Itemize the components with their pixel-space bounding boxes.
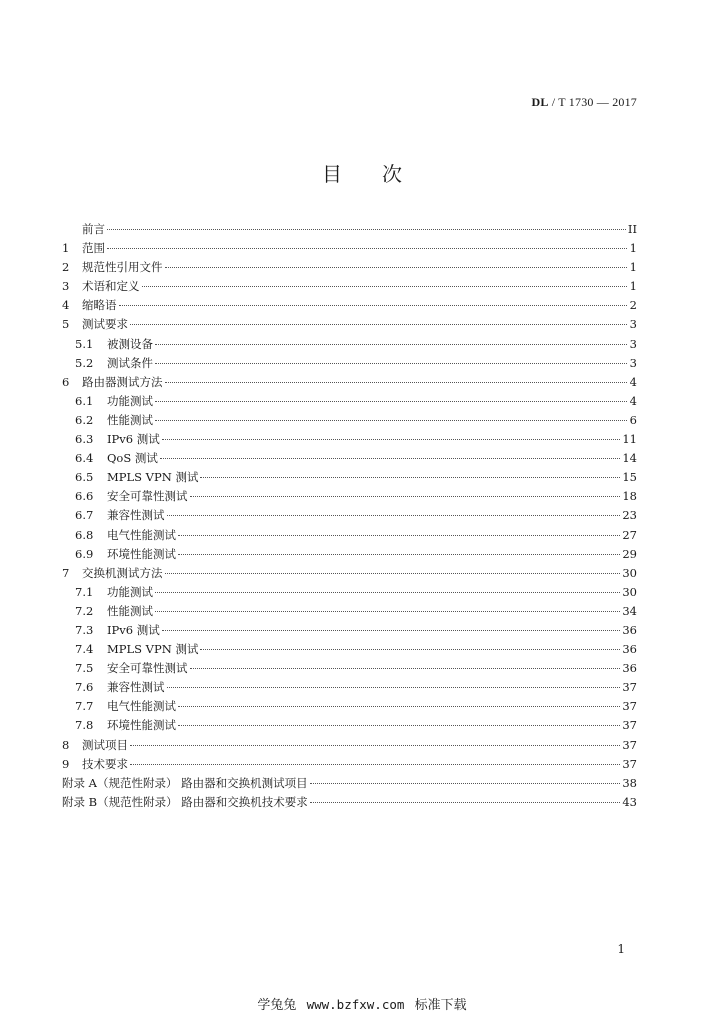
toc-dot-leader xyxy=(190,496,621,497)
toc-entry-page: 37 xyxy=(622,680,637,695)
toc-dot-leader xyxy=(130,745,620,746)
toc-entry-page: 29 xyxy=(622,546,637,561)
toc-entry-label: 兼容性测试 xyxy=(107,680,165,695)
toc-entry-number: 6 xyxy=(62,374,70,389)
toc-entry[interactable] xyxy=(62,373,637,392)
toc-dot-leader xyxy=(167,515,621,516)
toc-entry-label: 范围 xyxy=(82,241,105,256)
toc-entry[interactable] xyxy=(62,506,637,525)
toc-entry[interactable] xyxy=(62,258,637,277)
toc-entry-label: MPLS VPN 测试 xyxy=(107,642,199,657)
toc-entry-label: 规范性引用文件 xyxy=(82,260,163,275)
page-title-char-2: 次 xyxy=(382,162,402,186)
toc-entry-number: 6.2 xyxy=(75,412,94,427)
toc-dot-leader xyxy=(119,305,628,306)
toc-entry-number: 7.6 xyxy=(75,680,94,695)
toc-dot-leader xyxy=(200,477,620,478)
toc-entry-page: 3 xyxy=(629,355,637,370)
toc-entry-label: 附录 A（规范性附录） 路由器和交换机测试项目 xyxy=(62,775,308,790)
toc-entry[interactable] xyxy=(62,468,637,487)
toc-dot-leader xyxy=(178,535,620,536)
toc-entry-page: 43 xyxy=(622,794,637,809)
toc-entry[interactable] xyxy=(62,583,637,602)
toc-dot-leader xyxy=(155,611,620,612)
toc-entry-label: 测试要求 xyxy=(82,317,128,332)
toc-entry-label: 前言 xyxy=(82,222,105,236)
page-title-char-1: 目 xyxy=(322,162,342,186)
toc-entry[interactable] xyxy=(62,411,637,430)
toc-entry[interactable] xyxy=(62,487,637,506)
toc-entry-page: 37 xyxy=(622,718,637,733)
toc-entry-page: 14 xyxy=(622,451,637,466)
toc-entry[interactable] xyxy=(62,793,637,812)
toc-entry[interactable] xyxy=(62,430,637,449)
toc-dot-leader xyxy=(142,286,628,287)
toc-entry-number: 4 xyxy=(62,298,70,313)
toc-entry-number: 7.7 xyxy=(75,699,94,714)
toc-entry-number: 7.2 xyxy=(75,603,94,618)
toc-entry[interactable] xyxy=(62,564,637,583)
toc-dot-leader xyxy=(155,363,627,364)
toc-dot-leader xyxy=(165,382,628,383)
toc-entry-number: 5 xyxy=(62,317,70,332)
toc-entry-number: 6.4 xyxy=(75,451,94,466)
toc-dot-leader xyxy=(178,554,620,555)
toc-entry[interactable] xyxy=(62,335,637,354)
toc-entry-label: MPLS VPN 测试 xyxy=(107,470,199,485)
toc-entry-page: 3 xyxy=(629,336,637,351)
toc-entry-page: II xyxy=(627,222,637,236)
toc-entry-label: 附录 B（规范性附录） 路由器和交换机技术要求 xyxy=(62,794,308,809)
toc-dot-leader xyxy=(107,229,626,230)
toc-entry-label: QoS 测试 xyxy=(107,451,158,466)
toc-entry-label: 交换机测试方法 xyxy=(82,565,163,580)
toc-dot-leader xyxy=(162,439,621,440)
toc-entry-number: 7 xyxy=(62,565,70,580)
toc-entry-number: 7.1 xyxy=(75,584,94,599)
toc-entry-number: 6.3 xyxy=(75,432,94,447)
toc-entry-label: 功能测试 xyxy=(107,584,153,599)
toc-entry-number: 2 xyxy=(62,260,70,275)
toc-entry[interactable] xyxy=(62,239,637,258)
toc-entry-page: 34 xyxy=(622,603,637,618)
toc-entry-page: 3 xyxy=(629,317,637,332)
toc-entry-label: 安全可靠性测试 xyxy=(107,489,188,504)
standard-code xyxy=(531,95,637,110)
toc-entry[interactable] xyxy=(62,774,637,793)
toc-entry-page: 37 xyxy=(622,737,637,752)
toc-entry[interactable] xyxy=(62,392,637,411)
toc-dot-leader xyxy=(155,420,627,421)
toc-dot-leader xyxy=(160,458,620,459)
toc-entry-page: 1 xyxy=(629,260,637,275)
toc-entry-label: 兼容性测试 xyxy=(107,508,165,523)
toc-entry-label: 测试项目 xyxy=(82,737,128,752)
toc-entry-page: 36 xyxy=(622,622,637,637)
standard-code-prefix: DL xyxy=(531,95,549,109)
toc-entry-page: 11 xyxy=(622,432,637,447)
toc-dot-leader xyxy=(162,630,621,631)
toc-entry-page: 4 xyxy=(629,393,637,408)
toc-entry[interactable] xyxy=(62,354,637,373)
toc-entry-number: 3 xyxy=(62,279,70,294)
toc-dot-leader xyxy=(155,344,627,345)
toc-dot-leader xyxy=(178,725,620,726)
toc-entry-number: 6.5 xyxy=(75,470,94,485)
toc-entry-number: 7.5 xyxy=(75,661,94,676)
toc-entry[interactable] xyxy=(62,296,637,315)
toc-entry-page: 38 xyxy=(622,775,637,790)
footer-tagline: 标准下载 xyxy=(414,998,467,1013)
toc-entry[interactable] xyxy=(62,545,637,564)
toc-dot-leader xyxy=(200,649,620,650)
toc-entry-number: 8 xyxy=(62,737,70,752)
toc-entry-page: 1 xyxy=(629,279,637,294)
toc-entry[interactable] xyxy=(62,526,637,545)
toc-entry[interactable] xyxy=(62,659,637,678)
toc-entry-page: 30 xyxy=(622,565,637,580)
toc-entry-label: 电气性能测试 xyxy=(107,699,176,714)
toc-entry-label: 缩略语 xyxy=(82,298,117,313)
toc-entry-label: 技术要求 xyxy=(82,756,128,771)
toc-entry[interactable] xyxy=(62,449,637,468)
toc-entry[interactable] xyxy=(62,736,637,755)
toc-entry-number: 7.8 xyxy=(75,718,94,733)
toc-entry-label: 环境性能测试 xyxy=(107,718,176,733)
toc-entry[interactable] xyxy=(62,755,637,774)
toc-entry-label: 功能测试 xyxy=(107,393,153,408)
toc-entry-page: 37 xyxy=(622,699,637,714)
toc-entry-label: 环境性能测试 xyxy=(107,546,176,561)
toc-entry[interactable] xyxy=(62,621,637,640)
toc-entry-label: IPv6 测试 xyxy=(107,432,160,447)
toc-entry-number: 6.7 xyxy=(75,508,94,523)
toc-entry-number: 6.9 xyxy=(75,546,94,561)
toc-entry[interactable] xyxy=(62,277,637,296)
toc-entry[interactable] xyxy=(62,678,637,697)
toc-dot-leader xyxy=(310,783,621,784)
toc-entry-label: 测试条件 xyxy=(107,355,153,370)
toc-entry[interactable] xyxy=(62,697,637,716)
toc-entry-page: 4 xyxy=(629,374,637,389)
toc-entry[interactable] xyxy=(62,315,637,334)
toc-dot-leader xyxy=(155,592,620,593)
toc-entry-page: 6 xyxy=(629,412,637,427)
toc-dot-leader xyxy=(107,248,627,249)
toc-entry-number: 7.4 xyxy=(75,642,94,657)
toc-entry-label: 安全可靠性测试 xyxy=(107,661,188,676)
standard-code-number: / T 1730 — 2017 xyxy=(551,95,637,109)
toc-entry[interactable] xyxy=(62,602,637,621)
toc-entry-number: 6.1 xyxy=(75,393,94,408)
page-title xyxy=(0,158,724,187)
toc-dot-leader xyxy=(165,573,621,574)
toc-entry-page: 30 xyxy=(622,584,637,599)
toc-entry-number: 7.3 xyxy=(75,622,94,637)
toc-entry-label: 被测设备 xyxy=(107,336,153,351)
toc-entry[interactable] xyxy=(62,640,637,659)
toc-dot-leader xyxy=(165,267,628,268)
toc-dot-leader xyxy=(130,764,620,765)
toc-dot-leader xyxy=(167,687,621,688)
toc-entry-label: 电气性能测试 xyxy=(107,527,176,542)
toc-entry-label: 路由器测试方法 xyxy=(82,374,163,389)
toc-entry-number: 5.1 xyxy=(75,336,94,351)
toc-entry-page: 23 xyxy=(622,508,637,523)
page-number: 1 xyxy=(617,942,625,956)
toc-dot-leader xyxy=(190,668,621,669)
toc-entry-page: 27 xyxy=(622,527,637,542)
toc-entry-page: 1 xyxy=(629,241,637,256)
toc-entry-label: 性能测试 xyxy=(107,603,153,618)
footer-url[interactable]: www.bzfxw.com xyxy=(306,997,405,1012)
toc-entry-page: 36 xyxy=(622,642,637,657)
toc-dot-leader xyxy=(178,706,620,707)
toc-entry-number: 6.8 xyxy=(75,527,94,542)
table-of-contents xyxy=(62,220,637,812)
toc-entry-number: 5.2 xyxy=(75,355,94,370)
toc-entry-page: 37 xyxy=(622,756,637,771)
toc-dot-leader xyxy=(130,324,627,325)
toc-entry-page: 2 xyxy=(629,298,637,313)
toc-dot-leader xyxy=(310,802,621,803)
toc-entry-label: IPv6 测试 xyxy=(107,622,160,637)
toc-entry-page: 36 xyxy=(622,661,637,676)
toc-entry-number: 6.6 xyxy=(75,489,94,504)
footer-site-name: 学兔兔 xyxy=(257,998,297,1013)
toc-entry-number: 9 xyxy=(62,756,70,771)
toc-entry-label: 术语和定义 xyxy=(82,279,140,294)
watermark-footer xyxy=(0,994,724,1013)
toc-entry[interactable] xyxy=(62,220,637,239)
toc-entry-label: 性能测试 xyxy=(107,412,153,427)
toc-entry-number: 1 xyxy=(62,241,70,256)
toc-entry-page: 15 xyxy=(622,470,637,485)
toc-entry[interactable] xyxy=(62,716,637,735)
toc-dot-leader xyxy=(155,401,627,402)
toc-entry-page: 18 xyxy=(622,489,637,504)
